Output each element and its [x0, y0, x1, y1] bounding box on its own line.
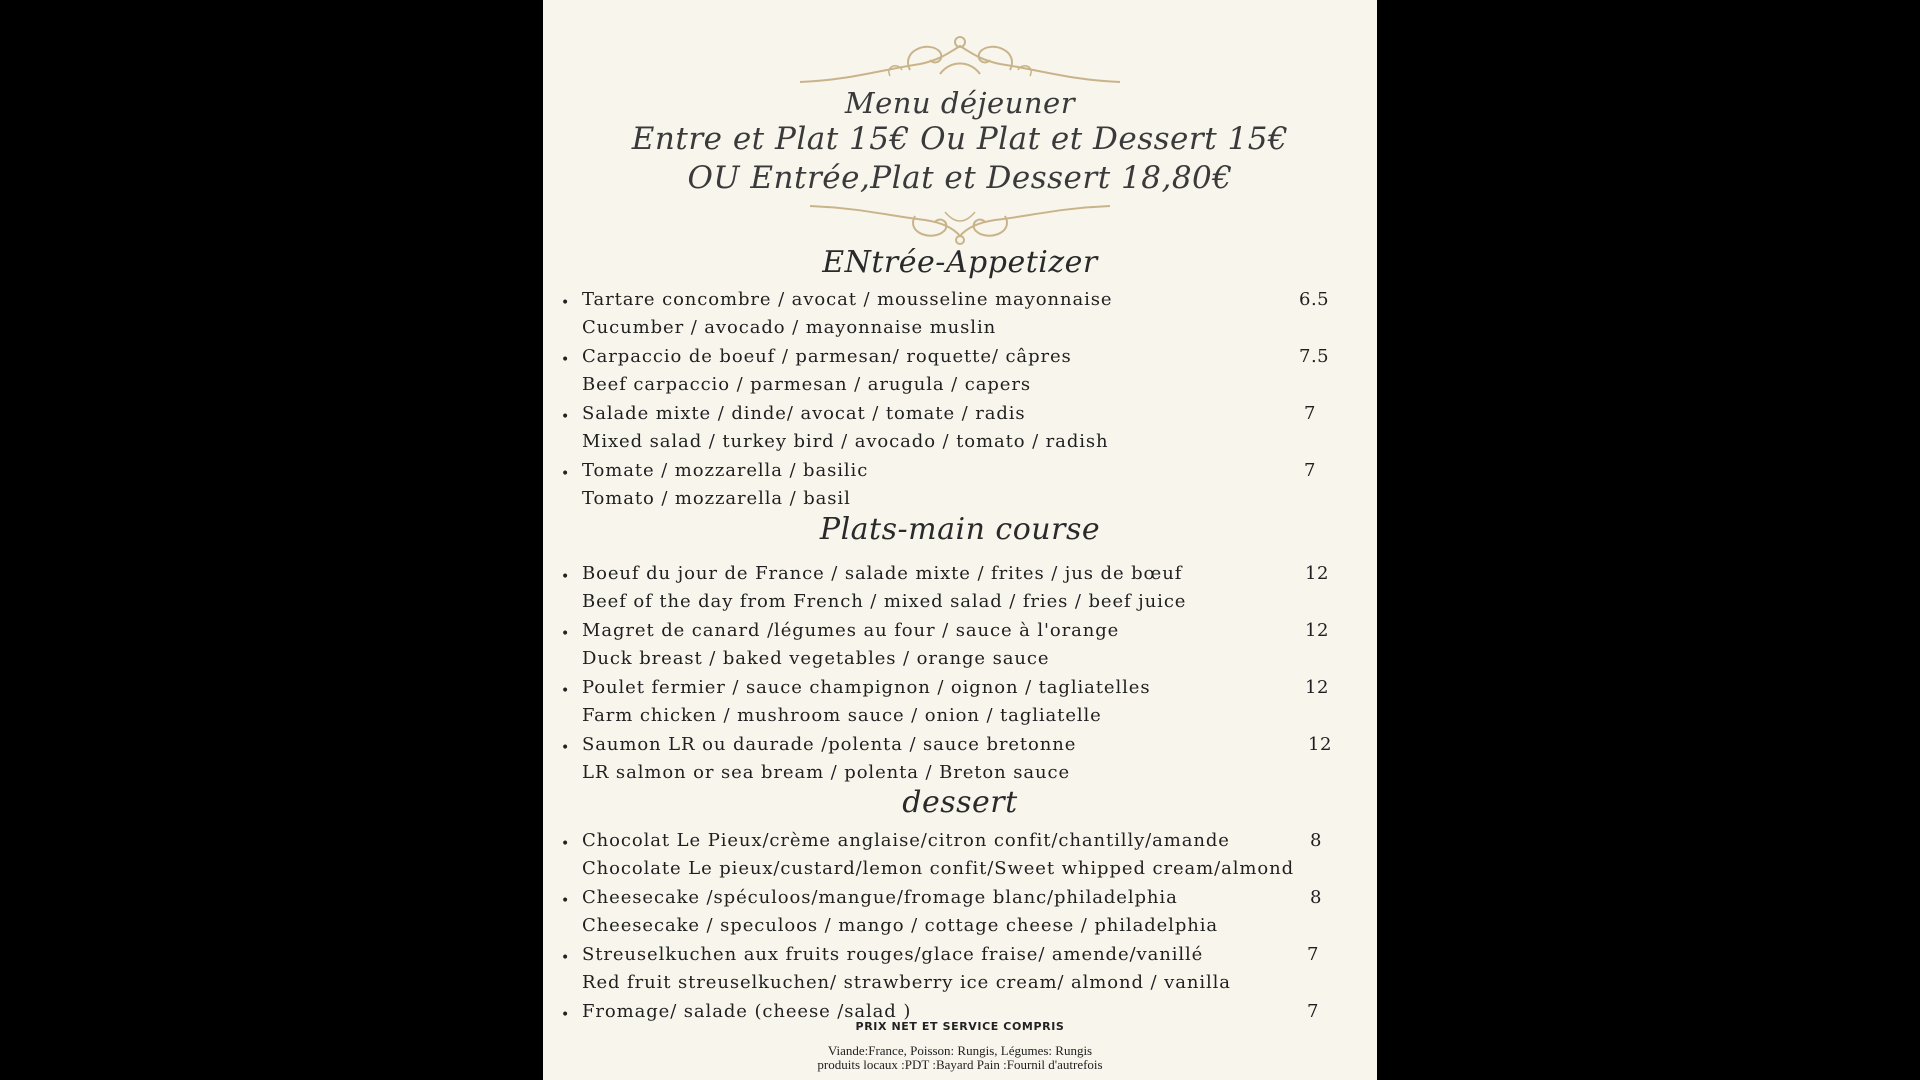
item-name-en: Farm chicken / mushroom sauce / onion / tagliatelle: [582, 705, 1102, 726]
bullet: •: [561, 893, 570, 909]
menu-title: Menu déjeuner: [844, 86, 1076, 120]
bullet: •: [561, 569, 570, 585]
menu-offer-line-1: Entre et Plat 15€ Ou Plat et Dessert 15€: [631, 121, 1289, 157]
list-item: [561, 563, 1361, 620]
item-name-fr: Saumon LR ou daurade /polenta / sauce bretonne: [582, 734, 1077, 755]
item-price: 7.5: [1299, 346, 1330, 367]
item-name-en: LR salmon or sea bream / polenta / Breton sauce: [582, 762, 1071, 783]
item-name-en: Beef carpaccio / parmesan / arugula / capers: [582, 374, 1031, 395]
section-title-main-course: Plats-main course: [819, 512, 1101, 547]
bullet: •: [561, 626, 570, 642]
bullet: •: [561, 466, 570, 482]
item-name-fr: Salade mixte / dinde/ avocat / tomate / radis: [582, 403, 1026, 424]
list-item: [561, 346, 1361, 403]
item-name-fr: Cheesecake /spéculoos/mangue/fromage blanc/philadelphia: [582, 887, 1178, 908]
item-price: 12: [1308, 734, 1332, 755]
list-item: [561, 887, 1361, 944]
list-item: [561, 677, 1361, 734]
item-price: 12: [1305, 563, 1329, 584]
section-title-dessert: dessert: [902, 785, 1018, 820]
menu-page: [543, 0, 1377, 1080]
price-note: PRIX NET ET SERVICE COMPRIS: [855, 1020, 1065, 1033]
bullet: •: [561, 295, 570, 311]
list-item: [561, 734, 1361, 791]
item-name-fr: Magret de canard /légumes au four / sauce à l'orange: [582, 620, 1120, 641]
list-item: [561, 289, 1361, 346]
bullet: •: [561, 740, 570, 756]
origin-line: Viande:France, Poisson: Rungis, Légumes: Rungis: [827, 1043, 1093, 1058]
list-item: [561, 620, 1361, 677]
item-name-fr: Boeuf du jour de France / salade mixte / frites / jus de bœuf: [582, 563, 1183, 584]
item-price: 6.5: [1299, 289, 1330, 310]
list-item: [561, 944, 1361, 1001]
bullet: •: [561, 352, 570, 368]
item-price: 7: [1307, 944, 1319, 965]
item-price: 8: [1310, 887, 1322, 908]
item-name-fr: Streuselkuchen aux fruits rouges/glace fraise/ amende/vanillé: [582, 944, 1204, 965]
item-price: 7: [1307, 1001, 1319, 1022]
origin-note: [543, 1044, 1377, 1072]
bullet: •: [561, 836, 570, 852]
item-name-fr: Tartare concombre / avocat / mousseline mayonnaise: [582, 289, 1113, 310]
item-name-en: Duck breast / baked vegetables / orange sauce: [582, 648, 1050, 669]
item-name-fr: Chocolat Le Pieux/crème anglaise/citron confit/chantilly/amande: [582, 830, 1230, 851]
section-title-appetizer: ENtrée-Appetizer: [822, 245, 1098, 280]
item-price: 8: [1310, 830, 1322, 851]
item-name-en: Tomato / mozzarella / basil: [582, 488, 851, 509]
item-name-en: Cheesecake / speculoos / mango / cottage cheese / philadelphia: [582, 915, 1219, 936]
item-name-en: Mixed salad / turkey bird / avocado / tomato / radish: [582, 431, 1109, 452]
list-item: [561, 403, 1361, 460]
item-name-en: Red fruit streuselkuchen/ strawberry ice cream/ almond / vanilla: [582, 972, 1231, 993]
item-name-fr: Poulet fermier / sauce champignon / oignon / tagliatelles: [582, 677, 1151, 698]
item-price: 7: [1304, 403, 1316, 424]
top-ornament: [543, 30, 1377, 90]
item-price: 12: [1305, 677, 1329, 698]
dessert-list: [561, 830, 1361, 1029]
bullet: •: [561, 1007, 570, 1023]
item-name-fr: Tomate / mozzarella / basilic: [582, 460, 869, 481]
list-item: [561, 830, 1361, 887]
list-item: [561, 460, 1361, 517]
bullet: •: [561, 950, 570, 966]
main-course-list: [561, 563, 1361, 791]
item-name-fr: Fromage/ salade (cheese /salad ): [582, 1001, 912, 1022]
item-name-en: Beef of the day from French / mixed salad / fries / beef juice: [582, 591, 1187, 612]
bullet: •: [561, 409, 570, 425]
item-name-en: Chocolate Le pieux/custard/lemon confit/Sweet whipped cream/almond: [582, 858, 1295, 879]
bullet: •: [561, 683, 570, 699]
item-name-en: Cucumber / avocado / mayonnaise muslin: [582, 317, 997, 338]
menu-offer-line-2: OU Entrée,Plat et Dessert 18,80€: [687, 160, 1233, 196]
appetizer-list: [561, 289, 1361, 517]
item-price: 7: [1304, 460, 1316, 481]
local-products-line: produits locaux :PDT :Bayard Pain :Fournil d'autrefois: [817, 1057, 1103, 1072]
item-name-fr: Carpaccio de boeuf / parmesan/ roquette/ câpres: [582, 346, 1072, 367]
item-price: 12: [1305, 620, 1329, 641]
